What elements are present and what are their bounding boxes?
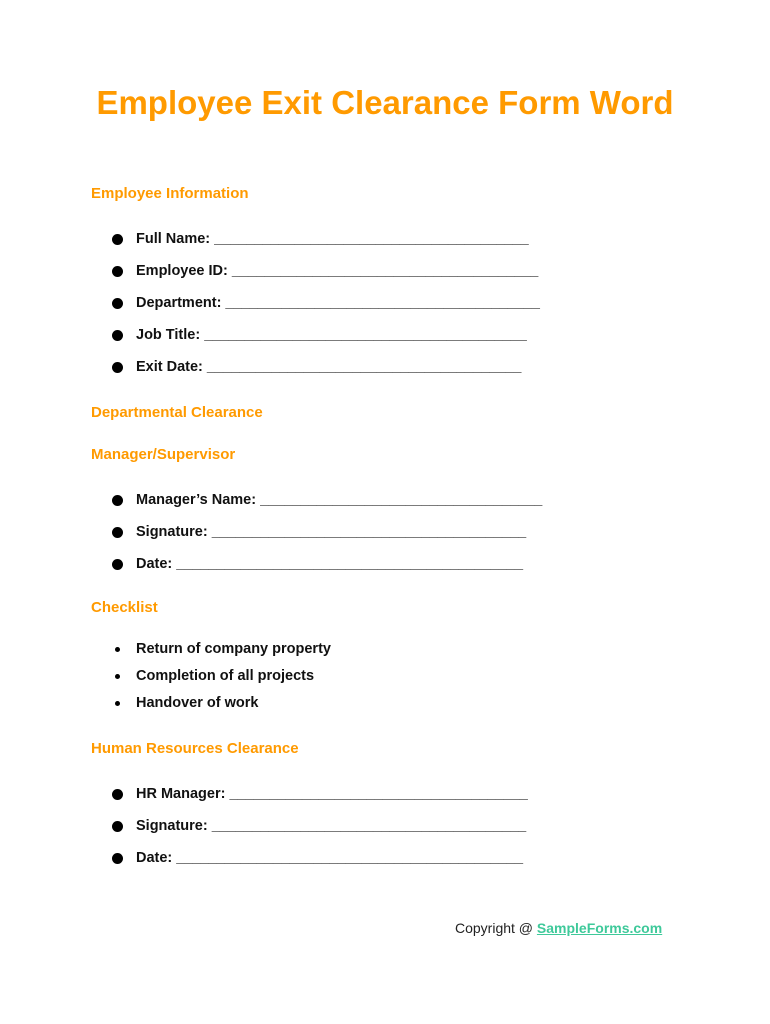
full-name-field: Full Name: _______________________________________ <box>112 229 540 261</box>
departmental-clearance-heading: Departmental Clearance <box>91 404 263 421</box>
hr-list <box>112 784 528 880</box>
manager-signature-field: Signature: _______________________________________ <box>112 522 542 554</box>
manager-date-field: Date: ___________________________________________ <box>112 554 542 586</box>
checklist-item: Completion of all projects <box>112 667 331 694</box>
employee-info-heading: Employee Information <box>91 185 249 202</box>
bullet-icon <box>115 701 120 706</box>
sampleforms-link[interactable]: SampleForms.com <box>536 920 663 936</box>
bullet-icon <box>112 330 123 341</box>
checklist-item: Return of company property <box>112 640 331 667</box>
bullet-icon <box>112 559 123 570</box>
bullet-icon <box>112 362 123 373</box>
bullet-icon <box>115 674 120 679</box>
bullet-icon <box>112 527 123 538</box>
manager-supervisor-heading: Manager/Supervisor <box>91 446 236 463</box>
bullet-icon <box>112 266 123 277</box>
bullet-icon <box>112 298 123 309</box>
manager-list <box>112 490 542 586</box>
employee-info-list <box>112 229 540 389</box>
bullet-icon <box>115 647 120 652</box>
checklist-list <box>112 640 331 721</box>
checklist-heading: Checklist <box>91 599 158 616</box>
hr-date-field: Date: ___________________________________________ <box>112 848 528 880</box>
hr-manager-field: HR Manager: _____________________________________ <box>112 784 528 816</box>
checklist-item: Handover of work <box>112 694 331 721</box>
bullet-icon <box>112 821 123 832</box>
exit-date-field: Exit Date: _______________________________________ <box>112 357 540 389</box>
hr-signature-field: Signature: _______________________________________ <box>112 816 528 848</box>
copyright-text: Copyright @ <box>455 920 537 936</box>
job-title-field: Job Title: ________________________________________ <box>112 325 540 357</box>
employee-id-field: Employee ID: ______________________________________ <box>112 261 540 293</box>
bullet-icon <box>112 853 123 864</box>
manager-name-field: Manager’s Name: ___________________________________ <box>112 490 542 522</box>
bullet-icon <box>112 234 123 245</box>
hr-clearance-heading: Human Resources Clearance <box>91 740 299 757</box>
bullet-icon <box>112 789 123 800</box>
copyright-footer <box>455 920 662 936</box>
page-title: Employee Exit Clearance Form Word <box>96 84 674 121</box>
bullet-icon <box>112 495 123 506</box>
department-field: Department: _______________________________________ <box>112 293 540 325</box>
